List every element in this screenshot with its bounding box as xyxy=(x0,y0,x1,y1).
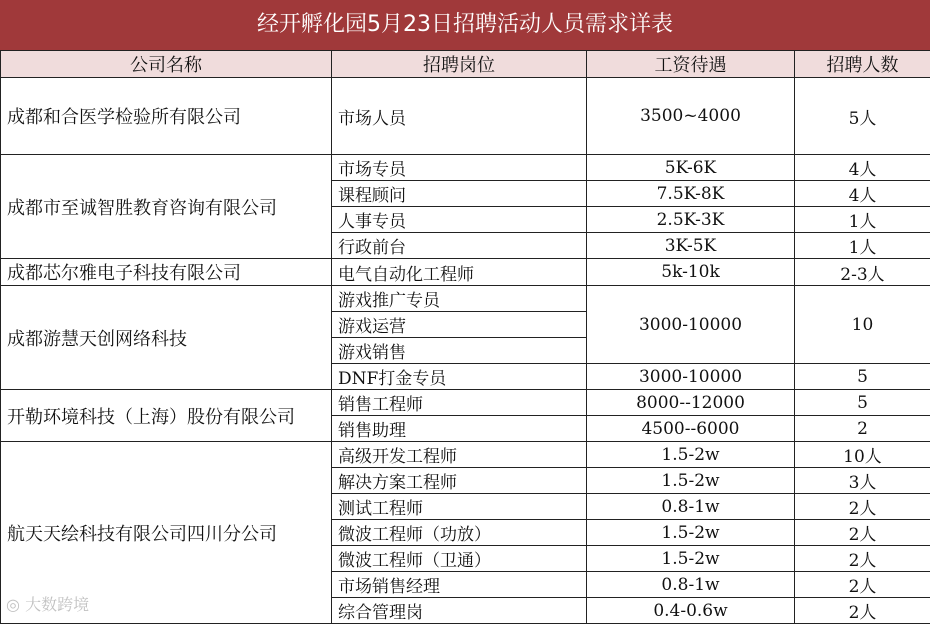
count-cell: 2人 xyxy=(795,520,930,546)
salary-cell: 3K-5K xyxy=(587,233,795,259)
count-cell: 5人 xyxy=(795,78,930,155)
salary-cell: 5K-6K xyxy=(587,155,795,181)
position-cell: 销售工程师 xyxy=(332,390,587,416)
position-cell: 人事专员 xyxy=(332,207,587,233)
company-name: 航天天绘科技有限公司四川分公司 xyxy=(1,442,332,624)
salary-cell: 7.5K-8K xyxy=(587,181,795,207)
salary-cell: 1.5-2w xyxy=(587,520,795,546)
position-cell: 测试工程师 xyxy=(332,494,587,520)
header-row xyxy=(1,51,930,78)
salary-cell: 1.5-2w xyxy=(587,546,795,572)
count-cell: 2 xyxy=(795,416,930,442)
position-cell: 微波工程师（功放） xyxy=(332,520,587,546)
recruitment-table xyxy=(0,50,930,624)
header-company: 公司名称 xyxy=(1,51,332,78)
position-cell: 游戏销售 xyxy=(332,338,587,364)
table-row xyxy=(1,78,930,155)
salary-cell: 8000--12000 xyxy=(587,390,795,416)
position-cell: 行政前台 xyxy=(332,233,587,259)
position-cell: 销售助理 xyxy=(332,416,587,442)
salary-cell: 4500--6000 xyxy=(587,416,795,442)
salary-cell: 3000-10000 xyxy=(587,364,795,390)
table-title: 经开孵化园5月23日招聘活动人员需求详表 xyxy=(0,0,930,50)
position-cell: 游戏运营 xyxy=(332,312,587,338)
salary-cell: 1.5-2w xyxy=(587,468,795,494)
count-cell: 5 xyxy=(795,364,930,390)
salary-cell: 3500~4000 xyxy=(587,78,795,155)
table-row xyxy=(1,390,930,416)
position-cell: 市场人员 xyxy=(332,78,587,155)
position-cell: 电气自动化工程师 xyxy=(332,259,587,286)
header-position: 招聘岗位 xyxy=(332,51,587,78)
company-name: 成都游慧天创网络科技 xyxy=(1,286,332,390)
count-cell: 2人 xyxy=(795,546,930,572)
salary-cell: 5k-10k xyxy=(587,259,795,286)
salary-cell: 1.5-2w xyxy=(587,442,795,468)
count-cell: 4人 xyxy=(795,181,930,207)
count-cell: 2-3人 xyxy=(795,259,930,286)
position-cell: 游戏推广专员 xyxy=(332,286,587,312)
count-cell: 1人 xyxy=(795,233,930,259)
table-row xyxy=(1,442,930,468)
position-cell: 综合管理岗 xyxy=(332,598,587,624)
watermark xyxy=(6,592,89,615)
watermark-logo-icon: ◎ xyxy=(6,595,20,614)
count-cell: 4人 xyxy=(795,155,930,181)
position-cell: 市场销售经理 xyxy=(332,572,587,598)
position-cell: 市场专员 xyxy=(332,155,587,181)
table-row xyxy=(1,286,930,312)
position-cell: 微波工程师（卫通） xyxy=(332,546,587,572)
position-cell: 课程顾问 xyxy=(332,181,587,207)
count-cell: 2人 xyxy=(795,572,930,598)
company-name: 成都和合医学检验所有限公司 xyxy=(1,78,332,155)
header-count: 招聘人数 xyxy=(795,51,930,78)
salary-cell: 0.8-1w xyxy=(587,494,795,520)
company-name: 开勒环境科技（上海）股份有限公司 xyxy=(1,390,332,442)
count-cell: 1人 xyxy=(795,207,930,233)
salary-cell: 0.4-0.6w xyxy=(587,598,795,624)
count-cell: 2人 xyxy=(795,494,930,520)
salary-cell: 3000-10000 xyxy=(587,286,795,364)
count-cell: 10人 xyxy=(795,442,930,468)
count-cell: 2人 xyxy=(795,598,930,624)
table-row xyxy=(1,155,930,181)
position-cell: 解决方案工程师 xyxy=(332,468,587,494)
position-cell: DNF打金专员 xyxy=(332,364,587,390)
count-cell: 10 xyxy=(795,286,930,364)
salary-cell: 2.5K-3K xyxy=(587,207,795,233)
company-name: 成都芯尔雅电子科技有限公司 xyxy=(1,259,332,286)
position-cell: 高级开发工程师 xyxy=(332,442,587,468)
count-cell: 5 xyxy=(795,390,930,416)
watermark-text: 大数跨境 xyxy=(25,595,89,614)
header-salary: 工资待遇 xyxy=(587,51,795,78)
salary-cell: 0.8-1w xyxy=(587,572,795,598)
table-row xyxy=(1,259,930,286)
company-name: 成都市至诚智胜教育咨询有限公司 xyxy=(1,155,332,259)
count-cell: 3人 xyxy=(795,468,930,494)
